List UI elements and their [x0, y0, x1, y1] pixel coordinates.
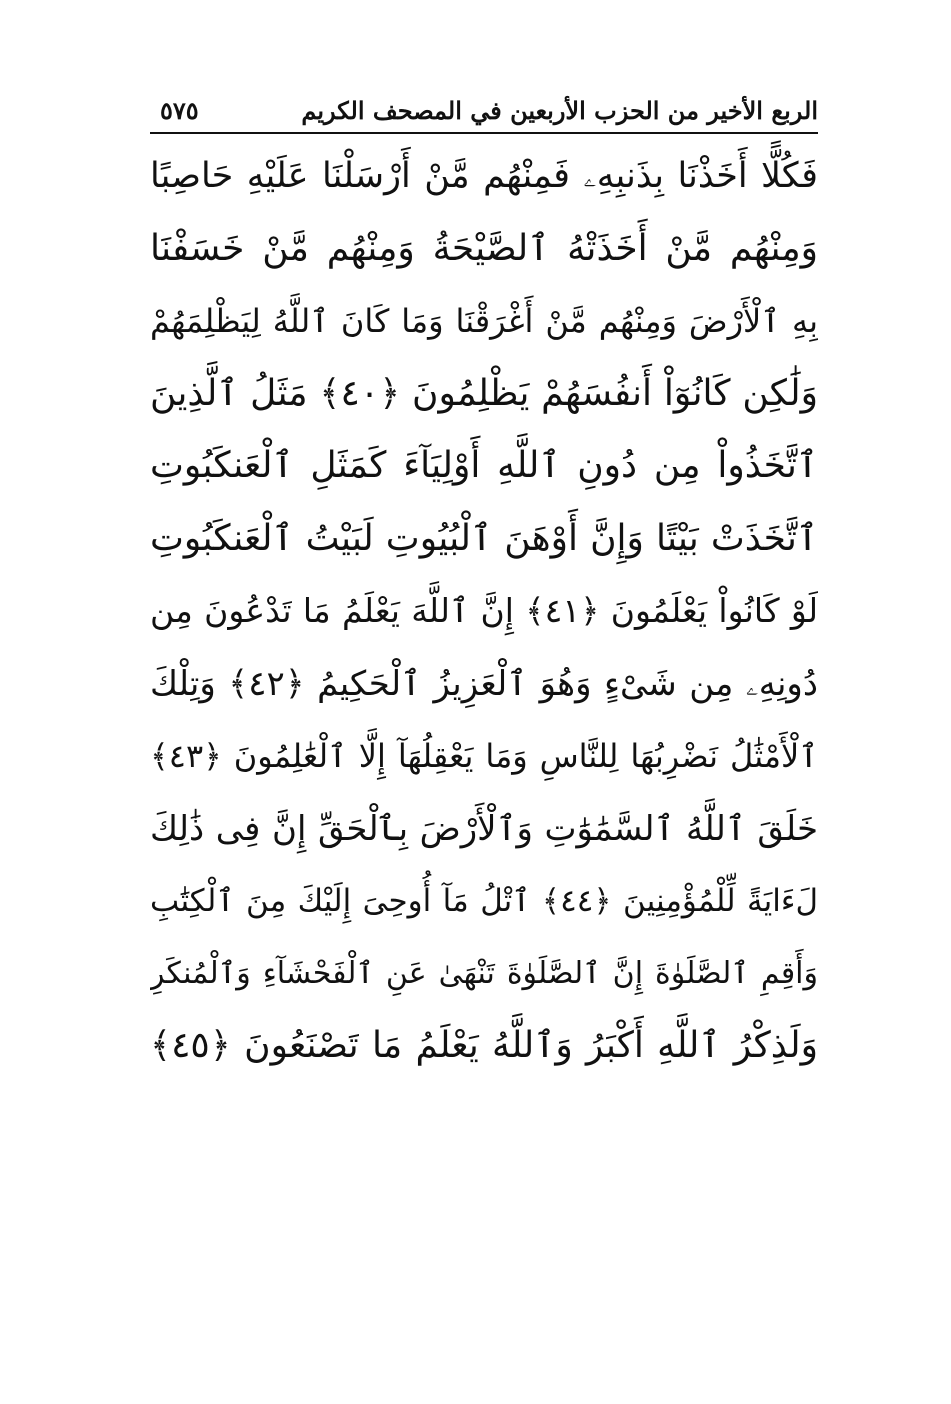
text-line-4: وَلَٰكِن كَانُوٓاْ أَنفُسَهُمْ يَظْلِمُونَ ﴿٤٠﴾ مَثَلُ ٱلَّذِينَ: [150, 372, 818, 414]
header-divider: [150, 132, 818, 134]
header-title: الربع الأخير من الحزب الأربعين في المصحف الكريم: [301, 96, 818, 125]
text-line-1: فَكُلًّا أَخَذْنَا بِذَنبِهِۦ فَمِنْهُم مَّنْ أَرْسَلْنَا عَلَيْهِ حَاصِبًا: [150, 156, 818, 196]
text-line-6: ٱتَّخَذَتْ بَيْتًا وَإِنَّ أَوْهَنَ ٱلْبُيُوتِ لَبَيْتُ ٱلْعَنكَبُوتِ: [150, 517, 818, 559]
page-header: [150, 92, 818, 128]
quran-text-block: [150, 140, 818, 1083]
text-line-10: خَلَقَ ٱللَّهُ ٱلسَّمَٰوَٰتِ وَٱلْأَرْضَ بِٱلْحَقِّ إِنَّ فِى ذَٰلِكَ: [150, 808, 818, 849]
text-line-12: وَأَقِمِ ٱلصَّلَوٰةَ إِنَّ ٱلصَّلَوٰةَ تَنْهَىٰ عَنِ ٱلْفَحْشَآءِ وَٱلْمُنكَرِ: [150, 955, 818, 991]
text-line-11: لَءَايَةً لِّلْمُؤْمِنِينَ ﴿٤٤﴾ ٱتْلُ مَآ أُوحِىَ إِلَيْكَ مِنَ ٱلْكِتَٰبِ: [150, 883, 818, 919]
text-line-2: وَمِنْهُم مَّنْ أَخَذَتْهُ ٱلصَّيْحَةُ وَمِنْهُم مَّنْ خَسَفْنَا: [150, 227, 818, 269]
text-line-3: بِهِ ٱلْأَرْضَ وَمِنْهُم مَّنْ أَغْرَقْنَا وَمَا كَانَ ٱللَّهُ لِيَظْلِمَهُمْ: [150, 302, 818, 340]
text-line-9: ٱلْأَمْثَٰلُ نَضْرِبُهَا لِلنَّاسِ وَمَا يَعْقِلُهَآ إِلَّا ٱلْعَٰلِمُونَ ﴿٤٣﴾: [150, 737, 818, 775]
text-line-13: وَلَذِكْرُ ٱللَّهِ أَكْبَرُ وَٱللَّهُ يَعْلَمُ مَا تَصْنَعُونَ ﴿٤٥﴾: [150, 1025, 818, 1066]
page-number: ٥٧٥: [160, 96, 199, 125]
text-line-5: ٱتَّخَذُواْ مِن دُونِ ٱللَّهِ أَوْلِيَآءَ كَمَثَلِ ٱلْعَنكَبُوتِ: [150, 445, 818, 486]
text-line-8: دُونِهِۦ مِن شَىْءٍ وَهُوَ ٱلْعَزِيزُ ٱلْحَكِيمُ ﴿٤٢﴾ وَتِلْكَ: [150, 663, 818, 704]
text-line-7: لَوْ كَانُواْ يَعْلَمُونَ ﴿٤١﴾ إِنَّ ٱللَّهَ يَعْلَمُ مَا تَدْعُونَ مِن: [150, 591, 818, 630]
